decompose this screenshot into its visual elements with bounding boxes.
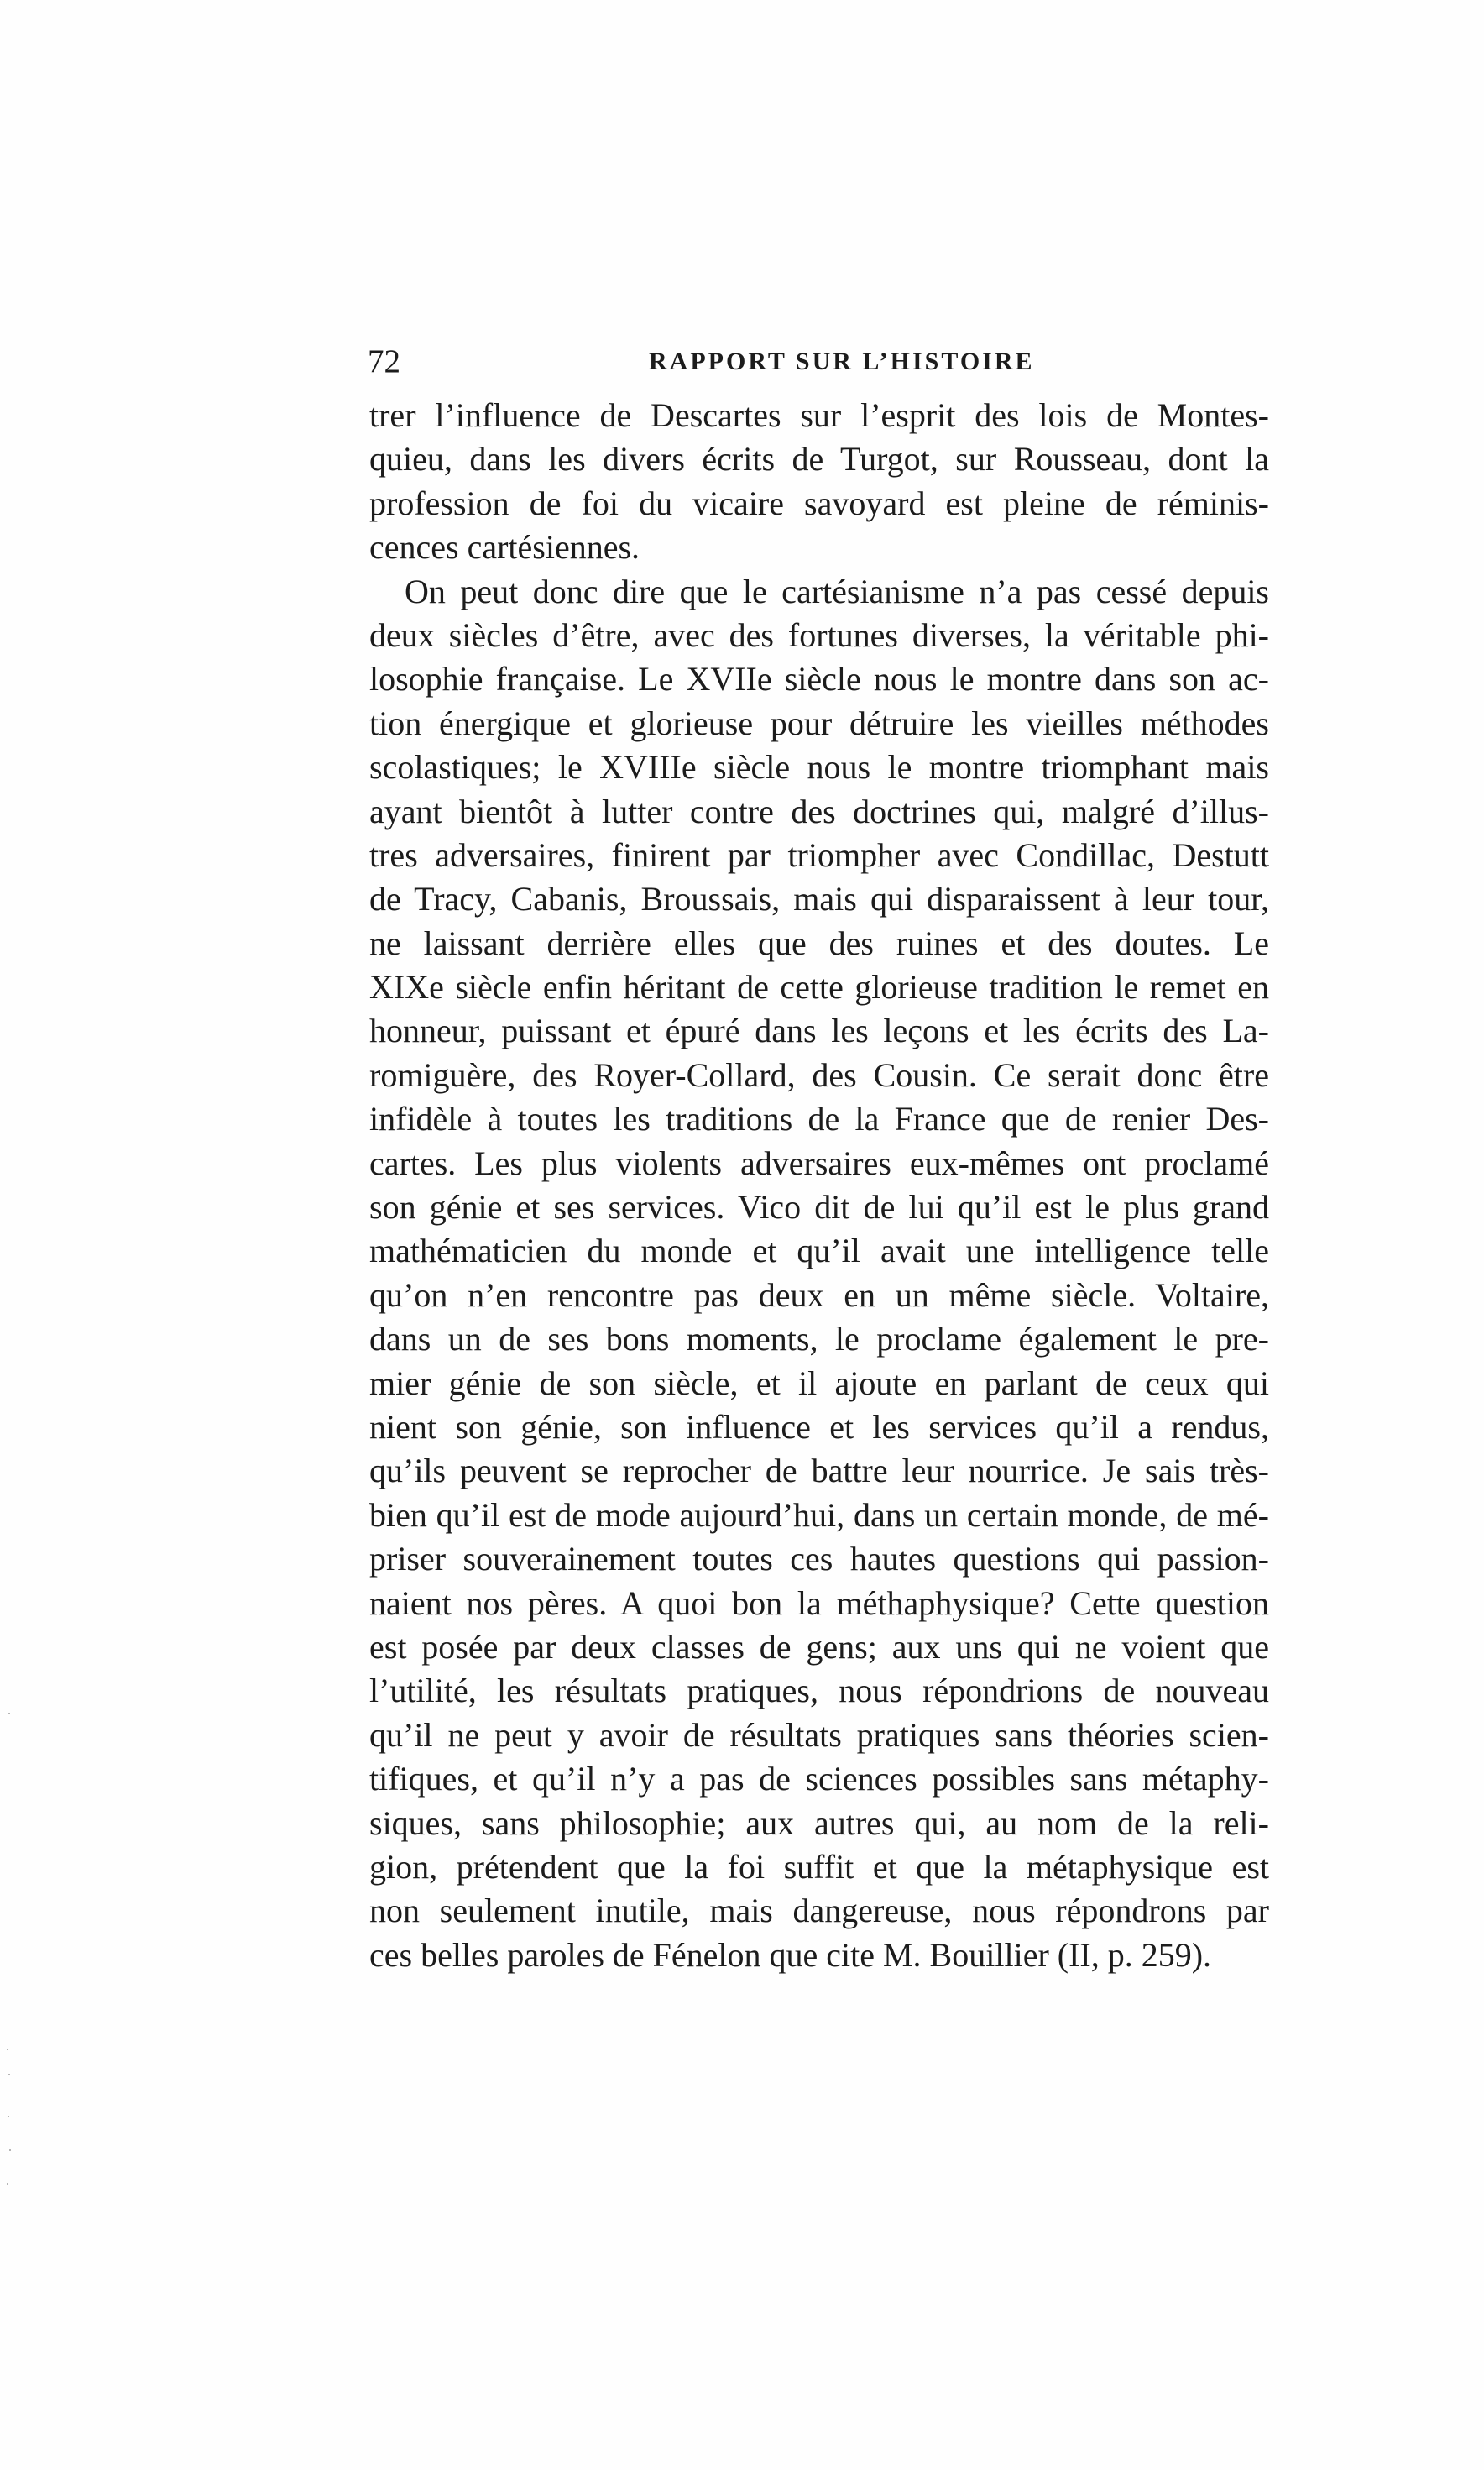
text-line: deux siècles d’être, avec des fortunes diverses, la véritable phi- — [369, 615, 1269, 654]
running-head: RAPPORT SUR L’HISTOIRE — [649, 348, 1035, 375]
text-line: tres adversaires, finirent par triompher avec Condillac, Destutt — [369, 835, 1269, 874]
text-line: ces belles paroles de Fénelon que cite M. Bouillier (II, p. 259). — [369, 1935, 1212, 1974]
body-text — [369, 394, 1269, 1977]
text-line: naient nos pères. A quoi bon la méthaphysique? Cette question — [369, 1583, 1269, 1622]
text-line: trer l’influence de Descartes sur l’esprit des lois de Montes- — [369, 396, 1269, 434]
text-line: losophie française. Le XVIIe siècle nous le montre dans son ac- — [369, 660, 1269, 699]
text-line: mathématicien du monde et qu’il avait une intelligence telle — [369, 1232, 1269, 1270]
scan-speck — [7, 2183, 8, 2185]
text-line: non seulement inutile, mais dangereuse, nous répondrons par — [369, 1892, 1269, 1930]
text-line: de Tracy, Cabanis, Broussais, mais qui disparaissent à leur tour, — [369, 880, 1269, 918]
text-line: infidèle à toutes les traditions de la France que de renier Des- — [369, 1100, 1269, 1138]
text-line: tifiques, et qu’il n’y a pas de sciences possibles sans métaphy- — [369, 1760, 1269, 1798]
scan-speck — [8, 1713, 10, 1714]
scan-speck — [7, 2049, 8, 2050]
text-line: On peut donc dire que le cartésianisme n’a pas cessé depuis — [405, 572, 1269, 610]
text-line: priser souverainement toutes ces hautes questions qui passion- — [369, 1540, 1269, 1578]
text-line: dans un de ses bons moments, le proclame également le pre- — [369, 1320, 1269, 1358]
text-line: profession de foi du vicaire savoyard est pleine de réminis- — [369, 484, 1269, 522]
text-line: est posée par deux classes de gens; aux uns qui ne voient que — [369, 1627, 1269, 1666]
text-line: qu’il ne peut y avoir de résultats pratiques sans théories scien- — [369, 1715, 1269, 1754]
text-line: quieu, dans les divers écrits de Turgot, sur Rousseau, dont la — [369, 440, 1269, 479]
text-line: honneur, puissant et épuré dans les leçons et les écrits des La- — [369, 1012, 1269, 1050]
text-line: qu’ils peuvent se reprocher de battre leur nourrice. Je sais très- — [369, 1452, 1269, 1490]
text-line: gion, prétendent que la foi suffit et que la métaphysique est — [369, 1847, 1269, 1886]
text-line: XIXe siècle enfin héritant de cette glorieuse tradition le remet en — [369, 968, 1269, 1007]
text-line: cartes. Les plus violents adversaires eux-mêmes ont proclamé — [369, 1143, 1269, 1182]
text-line: mier génie de son siècle, et il ajoute en parlant de ceux qui — [369, 1363, 1269, 1402]
text-line: romiguère, des Royer-Collard, des Cousin. Ce serait donc être — [369, 1055, 1269, 1094]
text-line: ne laissant derrière elles que des ruines et des doutes. Le — [369, 924, 1269, 962]
text-line: ayant bientôt à lutter contre des doctrines qui, malgré d’illus- — [369, 792, 1269, 830]
scan-speck — [9, 2149, 11, 2151]
page-header — [368, 343, 1267, 386]
text-line: siques, sans philosophie; aux autres qui, au nom de la reli- — [369, 1803, 1269, 1842]
text-line: son génie et ses services. Vico dit de lui qu’il est le plus grand — [369, 1188, 1269, 1227]
text-line: bien qu’il est de mode aujourd’hui, dans un certain monde, de mé- — [369, 1495, 1269, 1534]
text-line: scolastiques; le XVIIIe siècle nous le montre triomphant mais — [369, 748, 1269, 787]
text-line: tion énergique et glorieuse pour détruire les vieilles méthodes — [369, 704, 1269, 742]
scan-speck — [8, 2074, 10, 2075]
scan-speck — [8, 2116, 9, 2117]
text-line: l’utilité, les résultats pratiques, nous répondrions de nouveau — [369, 1672, 1269, 1710]
text-line: qu’on n’en rencontre pas deux en un même siècle. Voltaire, — [369, 1275, 1269, 1314]
text-line: cences cartésiennes. — [369, 528, 640, 567]
page-number: 72 — [368, 343, 400, 379]
text-line: nient son génie, son influence et les services qu’il a rendus, — [369, 1407, 1269, 1446]
